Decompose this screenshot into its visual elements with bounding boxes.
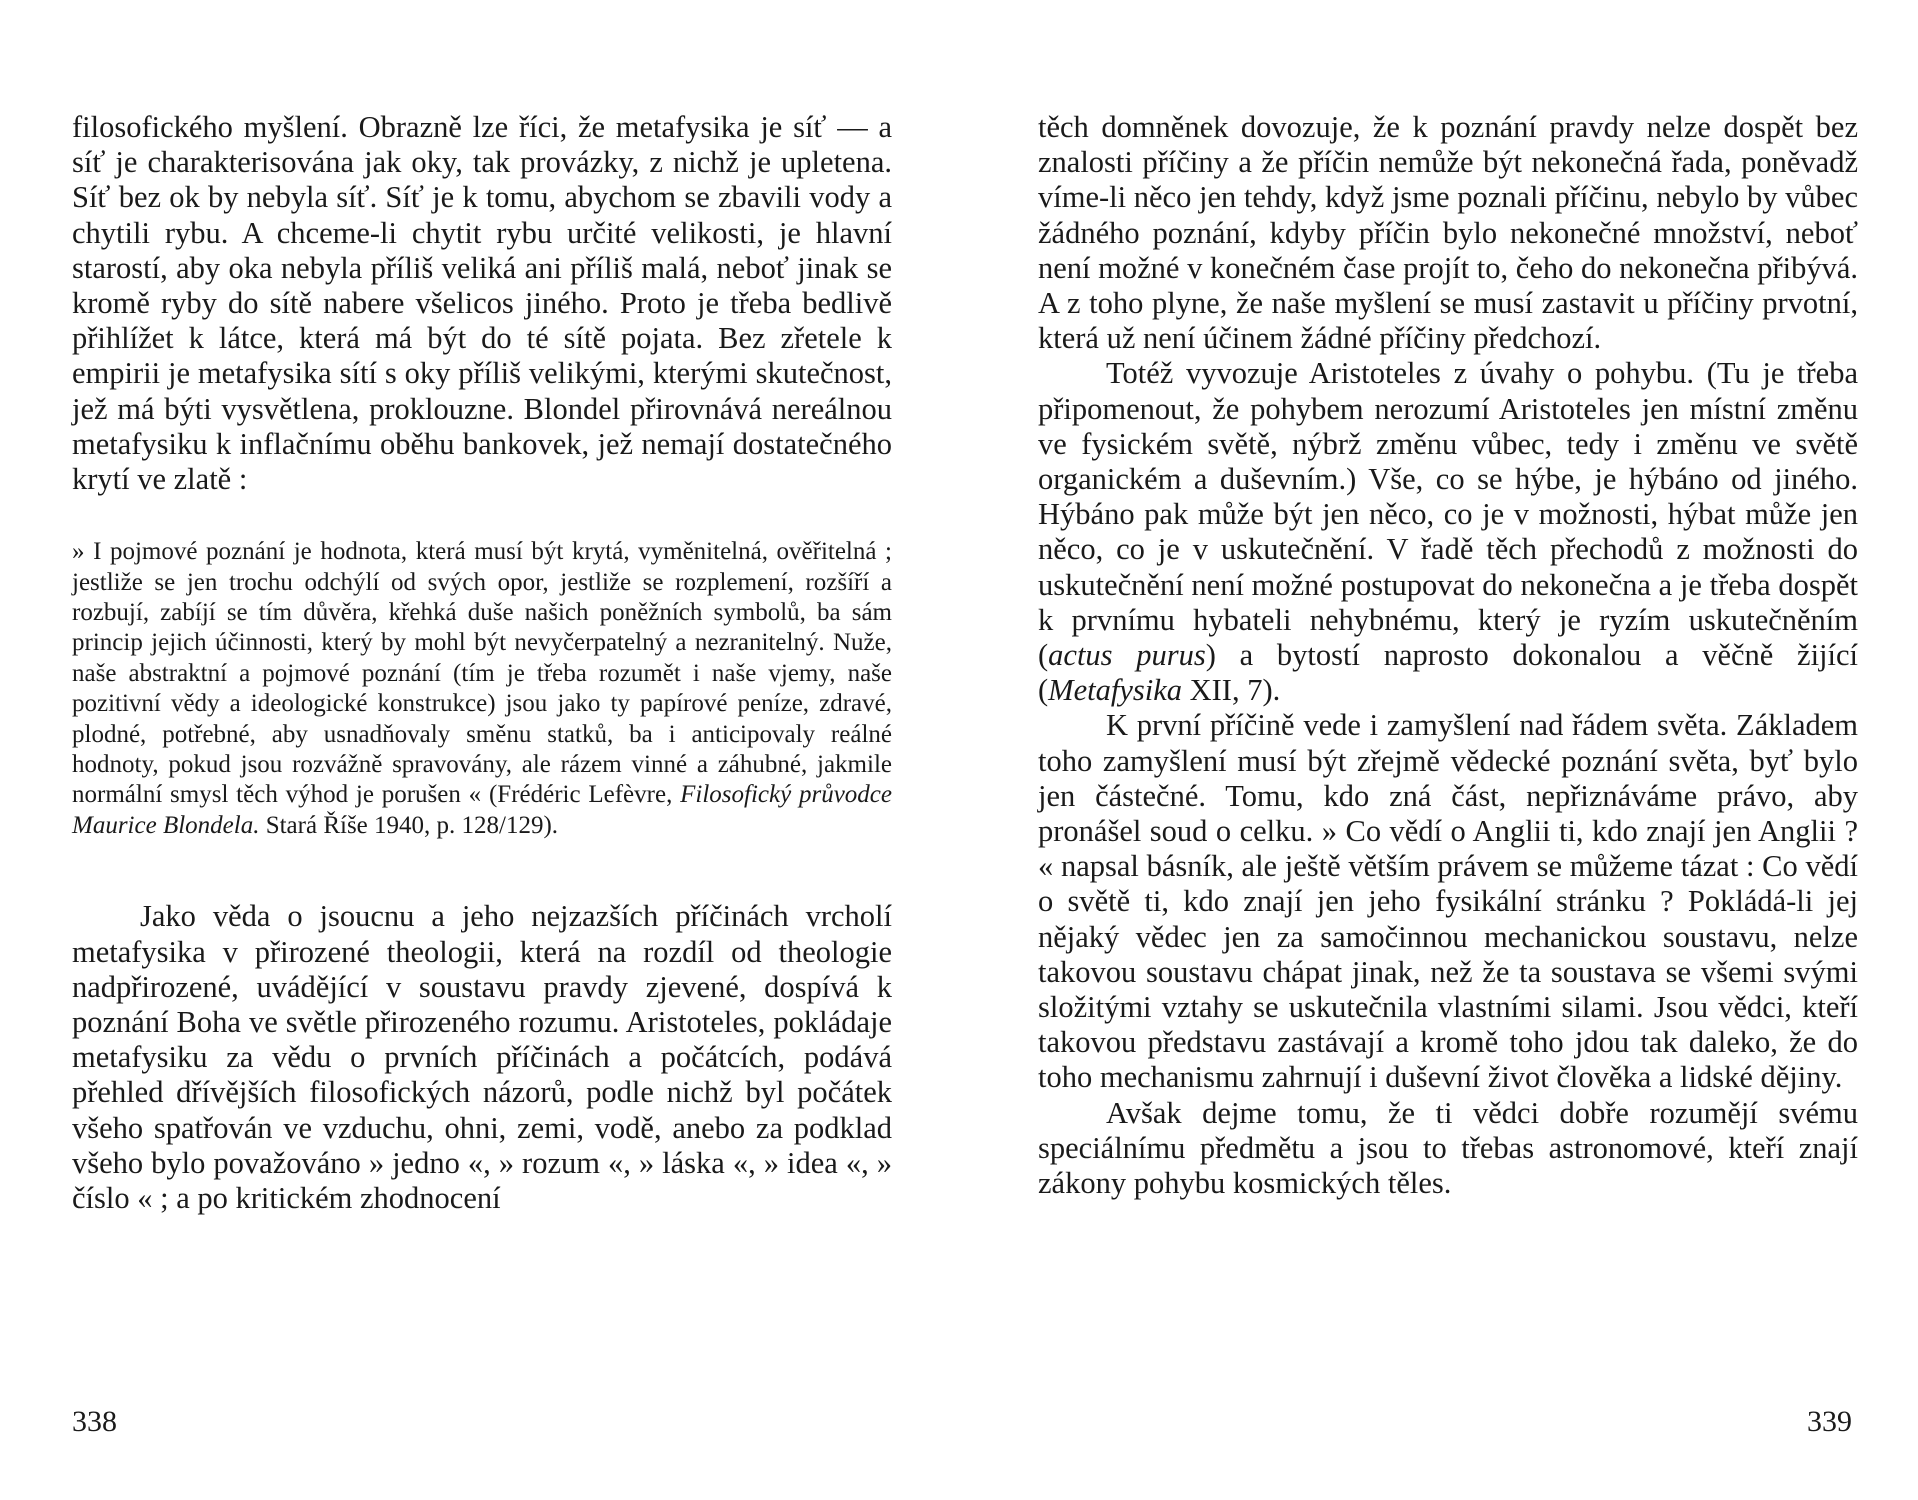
right-paragraph-2-part-a: Totéž vyvozuje Aristoteles z úvahy o pohybu. (Tu je třeba připomenout, že pohybem nerozumí Aristoteles jen místní změnu ve fysickém světě, nýbrž změnu vůbec, tedy i změnu ve světě organickém a duševním.) Vše, co se hýbe, je hýbáno od jiného. Hýbáno pak může být jen něco, co je v možnosti, hýbat může jen něco, co je v uskutečnění. V řadě těch přechodů z možnosti do uskutečnění není možné postupovat do nekonečna a je třeba dospět k prvnímu hybateli nehybnému, který je ryzím uskutečněním ( bbox=[1038, 356, 1858, 673]
actus-purus-term: actus purus bbox=[1048, 638, 1206, 673]
page-number-left: 338 bbox=[72, 1405, 117, 1438]
right-page bbox=[1038, 110, 1858, 1430]
quote-text: » I pojmové poznání je hodnota, která musí být krytá, vyměnitelná, ověřitelná ; jestliže se jen trochu odchýlí od svých opor, jestliže se rozplemení, rozšíří a rozbují, zabíjí se tím důvěra, křehká duše našich poněžních symbolů, ba sám princip jejich účinnosti, který by mohl být nevyčerpatelný a nezranitelný. Nuže, naše abstraktní a pojmové poznání (tím je třeba rozumět i naše vjemy, naše pozitivní vědy a ideologické konstrukce) jsou jako ty papírové peníze, zdravé, plodné, potřebné, aby usnadňovaly směnu statků, ba i anticipovaly reálné hodnoty, pokud jsou rozvážně spravovány, ale rázem vinné a záhubné, jakmile normální smysl těch výhod je porušen « bbox=[72, 538, 892, 809]
page-number-right: 339 bbox=[1807, 1405, 1852, 1438]
left-page bbox=[72, 110, 892, 1430]
left-paragraph-2: Jako věda o jsoucnu a jeho nejzazších příčinách vrcholí metafysika v přirozené theologii, která na rozdíl od theologie nadpřirozené, uvádějící v soustavu pravdy zjevené, dospívá k poznání Boha ve světle přirozeného rozumu. Aristoteles, pokládaje metafysiku za vědu o prvních příčinách a počátcích, podává přehled dřívějších filosofických názorů, podle nichž byl počátek všeho spatřován ve vzduchu, ohni, zemi, vodě, anebo za podklad všeho bylo považováno » jedno «, » rozum «, » láska «, » idea «, » číslo « ; a po kritickém zhodnocení bbox=[72, 899, 892, 1215]
metafysika-citation: Metafysika bbox=[1048, 673, 1182, 708]
right-paragraph-2 bbox=[1038, 356, 1858, 708]
blondel-quote bbox=[72, 537, 892, 841]
quote-source-prefix: (Frédéric Lefèvre, bbox=[481, 781, 681, 809]
left-paragraph-1: filosofického myšlení. Obrazně lze říci, že metafysika je síť — a síť je charakterisována jak oky, tak provázky, z nichž je upletena. Síť bez ok by nebyla síť. Síť je k tomu, abychom se zbavili vody a chytili rybu. A chceme-li chytit rybu určité velikosti, je hlavní starostí, aby oka nebyla příliš veliká ani příliš malá, neboť jinak se kromě ryby do sítě nabere všelicos jiného. Proto je třeba bedlivě přihlížet k látce, která má být do té sítě pojata. Bez zřetele k empirii je metafysika sítí s oky příliš velikými, kterými skutečnost, jež má býti vysvětlena, proklouzne. Blondel přirovnává nereálnou metafysiku k inflačnímu oběhu bankovek, jež nemají dostatečného krytí ve zlatě : bbox=[72, 110, 892, 497]
quote-source-suffix: Stará Říše 1940, p. 128/129). bbox=[259, 811, 559, 839]
right-paragraph-4: Avšak dejme tomu, že ti vědci dobře rozumějí svému speciálnímu předmětu a jsou to třebas astronomové, kteří znají zákony pohybu kosmických těles. bbox=[1038, 1095, 1858, 1201]
right-paragraph-2-part-c: XII, 7). bbox=[1181, 673, 1281, 708]
right-paragraph-2-part-b: ) a bytostí naprosto dokonalou a věčně žijící ( bbox=[1038, 638, 1859, 708]
quote-source-title: Filosofický průvodce Maurice Blondela. bbox=[72, 781, 892, 839]
right-paragraph-1: těch domněnek dovozuje, že k poznání pravdy nelze dospět bez znalosti příčiny a že příčin nemůže být nekonečná řada, poněvadž víme-li něco jen tehdy, když jsme poznali příčinu, nebylo by vůbec žádného poznání, kdyby příčin bylo nekonečné množství, neboť není možné v konečném čase projít to, čeho do nekonečna přibývá. A z toho plyne, že naše myšlení se musí zastavit u příčiny prvotní, která už není účinem žádné příčiny předchozí. bbox=[1038, 110, 1858, 356]
right-paragraph-3: K první příčině vede i zamyšlení nad řádem světa. Základem toho zamyšlení musí být zřejmě vědecké poznání světa, byť bylo jen částečné. Tomu, kdo zná část, nepřiznáváme právo, aby pronášel soud o celku. » Co vědí o Anglii ti, kdo znají jen Anglii ? « napsal básník, ale ještě větším právem se můžeme tázat : Co vědí o světě ti, kdo znají jen jeho fysikální stránku ? Pokládá-li jej nějaký vědec jen za samočinnou mechanickou soustavu, nelze takovou soustavu chápat jinak, než že ta soustava se všemi svými složitými vztahy se uskutečnila vlastními silami. Jsou vědci, kteří takovou představu zastávají a kromě toho jdou tak daleko, že do toho mechanismu zahrnují i duševní život člověka a lidské dějiny. bbox=[1038, 708, 1858, 1095]
section-gap bbox=[72, 841, 892, 899]
